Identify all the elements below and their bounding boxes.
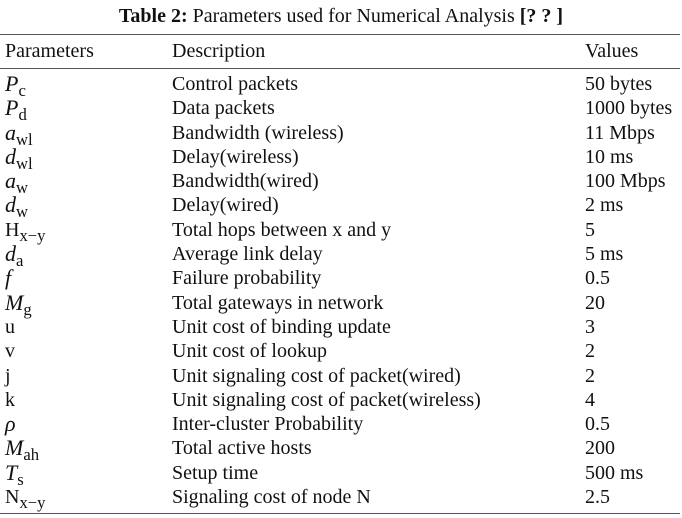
table-row: [0, 71, 682, 100]
table-row: [0, 485, 682, 513]
description-cell: Bandwidth (wireless): [172, 121, 344, 144]
parameter-symbol: a: [5, 119, 16, 145]
parameter-subscript: wl: [16, 129, 33, 149]
description-cell: Control packets: [172, 73, 299, 95]
description-cell: Bandwidth(wired): [172, 170, 319, 193]
value-cell: 2: [585, 364, 595, 387]
parameter-cell: [5, 388, 15, 412]
parameter-symbol: d: [5, 241, 16, 267]
top-rule: [0, 34, 680, 35]
caption-text: Parameters used for Numerical Analysis: [192, 5, 515, 27]
description-cell: Total active hosts: [172, 437, 312, 460]
parameter-symbol: d: [5, 143, 16, 169]
description-cell: Unit cost of binding update: [172, 315, 391, 338]
value-cell: 0.5: [585, 267, 610, 290]
value-cell: 2: [585, 340, 595, 363]
table-row: [0, 315, 682, 339]
header-rule: [0, 68, 680, 69]
table-row: [0, 143, 682, 173]
value-cell: 500 ms: [585, 461, 644, 484]
parameter-subscript: x−y: [19, 493, 46, 513]
table-row: [0, 95, 682, 125]
parameter-subscript: ah: [23, 445, 40, 465]
parameter-symbol: P: [5, 71, 19, 96]
value-cell: 1000 bytes: [585, 97, 673, 120]
parameter-symbol: f: [5, 265, 12, 291]
table-row: [0, 266, 682, 290]
parameter-subscript: wl: [16, 153, 33, 173]
description-cell: Total hops between x and y: [172, 218, 392, 241]
table-row: [0, 192, 682, 222]
description-cell: Inter-cluster Probability: [172, 413, 364, 436]
description-cell: Delay(wired): [172, 194, 279, 217]
description-cell: Unit signaling cost of packet(wired): [172, 364, 461, 387]
parameter-symbol: N: [5, 486, 20, 509]
description-cell: Delay(wireless): [172, 145, 299, 168]
table-row: [0, 241, 682, 271]
value-cell: 3: [585, 315, 595, 338]
table-row: [0, 119, 682, 149]
parameter-symbol: T: [5, 459, 18, 485]
description-cell: Unit cost of lookup: [172, 340, 327, 363]
description-cell: Total gateways in network: [172, 291, 384, 314]
parameter-cell: [5, 364, 11, 388]
parameter-subscript: c: [18, 81, 26, 100]
parameter-subscript: d: [18, 105, 27, 125]
caption-reference: [? ? ]: [519, 5, 564, 27]
description-cell: Failure probability: [172, 267, 322, 290]
value-cell: 100 Mbps: [585, 170, 666, 193]
value-cell: 2.5: [585, 486, 610, 509]
caption-label: Table 2:: [118, 5, 188, 27]
parameter-cell: [5, 412, 16, 437]
description-cell: Unit signaling cost of packet(wireless): [172, 388, 481, 411]
parameter-symbol: a: [5, 168, 16, 194]
parameter-symbol: v: [5, 340, 15, 363]
parameter-subscript: a: [16, 251, 24, 271]
value-cell: 4: [585, 388, 595, 411]
value-cell: 200: [585, 437, 615, 460]
parameter-symbol: ρ: [5, 411, 16, 437]
header-values: Values: [585, 40, 639, 62]
parameter-symbol: u: [5, 315, 15, 338]
value-cell: 20: [585, 291, 605, 314]
header-parameters: Parameters: [5, 40, 94, 62]
value-cell: 2 ms: [585, 194, 624, 217]
table-body: [0, 71, 682, 513]
parameter-cell: [5, 266, 11, 291]
table-caption: [0, 3, 682, 29]
description-cell: Data packets: [172, 97, 275, 120]
description-cell: Setup time: [172, 461, 259, 484]
table-row: [0, 412, 682, 436]
parameter-symbol: M: [5, 289, 24, 315]
table-row: [0, 364, 682, 388]
table-row: [0, 459, 682, 489]
value-cell: 11 Mbps: [585, 121, 655, 144]
parameter-cell: [5, 339, 15, 363]
table-row: [0, 289, 682, 319]
parameter-subscript: s: [17, 469, 24, 489]
parameter-subscript: g: [23, 299, 32, 319]
header-description: Description: [172, 40, 266, 62]
parameter-symbol: j: [5, 364, 11, 387]
parameter-symbol: H: [5, 218, 20, 241]
value-cell: 10 ms: [585, 145, 634, 168]
table-row: [0, 388, 682, 412]
value-cell: 5 ms: [585, 243, 624, 266]
parameter-symbol: P: [5, 95, 19, 121]
parameter-subscript: w: [16, 202, 29, 222]
bottom-rule: [0, 513, 680, 514]
table-row: [0, 218, 682, 245]
value-cell: 50 bytes: [585, 73, 653, 95]
value-cell: 5: [585, 218, 595, 241]
parameter-cell: [5, 485, 46, 515]
parameter-symbol: M: [5, 435, 24, 461]
table-row: [0, 435, 682, 465]
parameter-symbol: d: [5, 192, 16, 218]
table-row: [0, 339, 682, 363]
parameter-subscript: w: [16, 178, 29, 198]
table-row: [0, 168, 682, 198]
parameter-cell: [5, 315, 15, 339]
value-cell: 0.5: [585, 413, 610, 436]
parameter-subscript: x−y: [19, 225, 46, 245]
description-cell: Signaling cost of node N: [172, 486, 371, 509]
description-cell: Average link delay: [172, 243, 323, 266]
parameter-symbol: k: [5, 388, 15, 411]
